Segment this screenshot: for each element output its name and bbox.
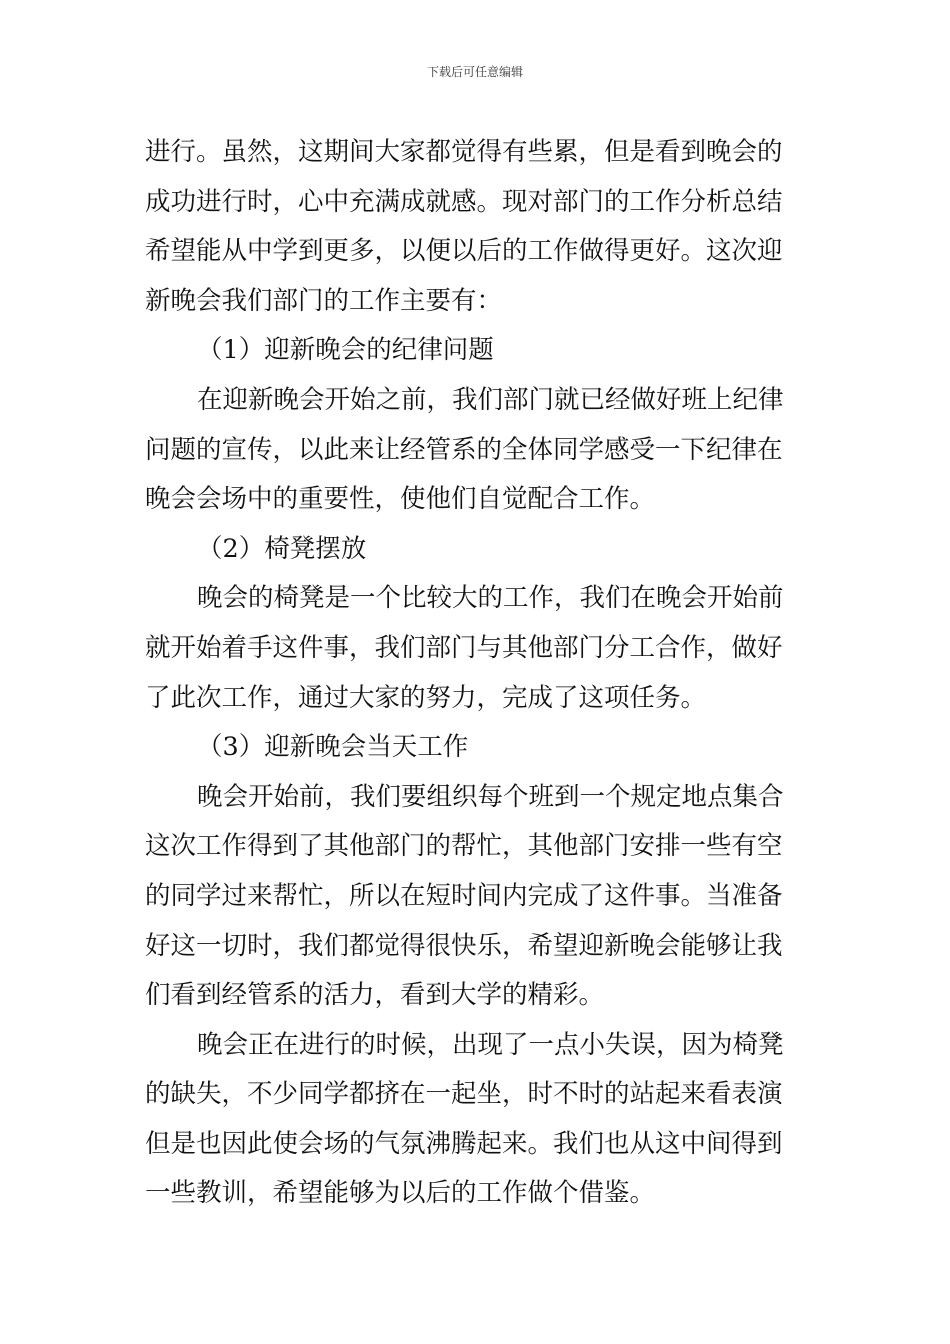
paragraph-line: 好这一切时，我们都觉得很快乐，希望迎新晚会能够让我: [145, 930, 783, 961]
paragraph-line: 成功进行时，心中充满成就感。现对部门的工作分析总结: [145, 186, 783, 217]
paragraph-line: 晚会开始前，我们要组织每个班到一个规定地点集合: [197, 781, 784, 812]
paragraph-line: 了此次工作，通过大家的努力，完成了这项任务。: [145, 682, 707, 713]
paragraph-line: 进行。虽然，这期间大家都觉得有些累，但是看到晚会的: [145, 137, 783, 167]
section-heading: （3）迎新晚会当天工作: [197, 732, 469, 763]
paragraph-line: 的同学过来帮忙，所以在短时间内完成了这件事。当准备: [145, 880, 783, 911]
section-heading: （1）迎新晚会的纪律问题: [197, 335, 494, 366]
paragraph-line: 晚会的椅凳是一个比较大的工作，我们在晚会开始前: [197, 583, 784, 614]
page-header: 下载后可任意编辑: [426, 65, 523, 79]
paragraph-line: 就开始着手这件事，我们部门与其他部门分工合作，做好: [145, 632, 783, 663]
paragraph-line: 晚会正在进行的时候，出现了一点小失误，因为椅凳: [197, 1029, 784, 1060]
paragraph-line: 的缺失，不少同学都挤在一起坐，时不时的站起来看表演: [145, 1079, 783, 1110]
paragraph-line: 们看到经管系的活力，看到大学的精彩。: [145, 980, 605, 1011]
paragraph-line: 新晚会我们部门的工作主要有：: [145, 285, 503, 316]
section-heading: （2）椅凳摆放: [197, 533, 367, 564]
paragraph-line: 晚会会场中的重要性，使他们自觉配合工作。: [145, 484, 656, 515]
paragraph-line: 问题的宣传，以此来让经管系的全体同学感受一下纪律在: [145, 434, 783, 465]
paragraph-line: 一些教训，希望能够为以后的工作做个借鉴。: [145, 1178, 656, 1209]
paragraph-line: 在迎新晚会开始之前，我们部门就已经做好班上纪律: [197, 384, 784, 415]
paragraph-line: 希望能从中学到更多，以便以后的工作做得更好。这次迎: [145, 236, 783, 267]
paragraph-line: 这次工作得到了其他部门的帮忙，其他部门安排一些有空: [145, 831, 783, 862]
document-body: [145, 128, 810, 1219]
paragraph-line: 但是也因此使会场的气氛沸腾起来。我们也从这中间得到: [145, 1128, 783, 1159]
